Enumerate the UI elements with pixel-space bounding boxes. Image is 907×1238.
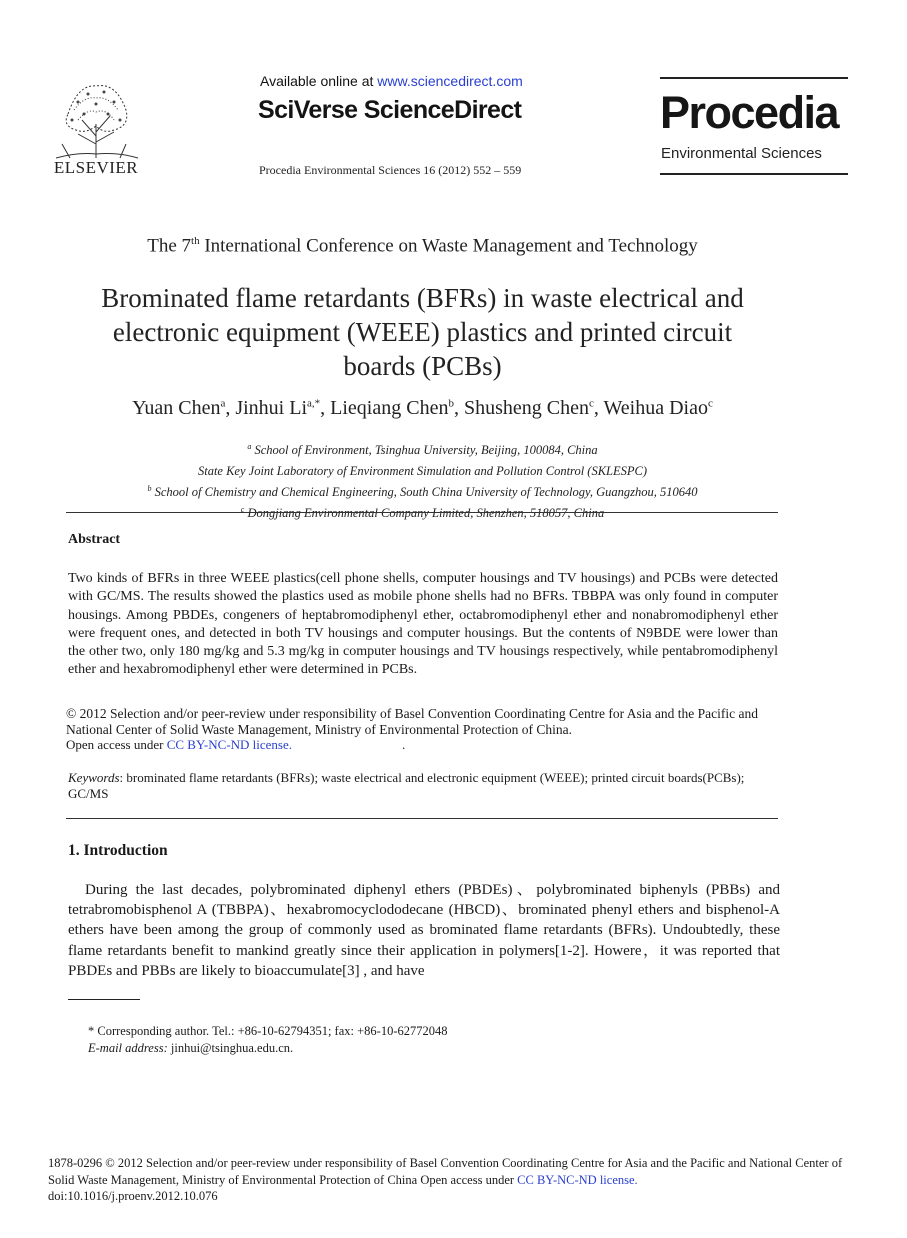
open-access-trail: .: [402, 737, 406, 752]
conference-post: International Conference on Waste Management and Technology: [199, 235, 698, 257]
available-online-prefix: Available online at: [260, 73, 378, 89]
author-list: [0, 397, 845, 420]
author: Jinhui $Li^{a,*}$,: [235, 397, 331, 419]
keywords-text: : brominated flame retardants (BFRs); waste electrical and electronic equipment (WEEE); printed circuit boards(PCBs); GC/MS: [68, 770, 745, 801]
sciencedirect-link[interactable]: www.sciencedirect.com: [377, 73, 523, 89]
corresponding-author-footnote: * Corresponding author. Tel.: +86-10-62794351; fax: +86-10-62772048: [88, 1024, 448, 1038]
author: Lieqiang Chen$^b$,: [330, 397, 464, 419]
available-online: [260, 73, 523, 89]
journal-logo-title: Procedia: [660, 87, 839, 138]
conference-sup: th: [191, 235, 200, 247]
section-rule: [66, 512, 778, 513]
intro-body: During the last decades, polybrominated diphenyl ethers (PBDEs)、polybrominated biphenyls (PBBs) and tetrabromobisphenol A (TBBPA)、hexabromocyclododecane (HBCD)、brominated phenyl ethers and bisphenol-A ethers have been among the group of commonly used as brominated flame retardants (BFRs). Undoubtedly, these flame retardants benefit to mankind greatly since their application in polymers[1-2]. Howere，it was reported that PBDEs and PBBs are likely to bioaccumulate[3] , and have: [68, 882, 780, 979]
author: Yuan Chen$^a$,: [132, 397, 236, 419]
intro-heading: 1. Introduction: [68, 842, 168, 859]
abstract-body: Two kinds of BFRs in three WEEE plastics(cell phone shells, computer housings and TV housings) and PCBs were detected with GC/MS. The results showed the plastics used as mobile phone shells had no BFRs. TBBPA was only found in computer housings. Among PBDEs, congeners of heptabromodiphenyl ether, octabromodiphenyl ether and nonabromodiphenyl ether were frequent ones, and detected in both TV housings and computer housings. But the contents of N9BDE were lower than the other two, only 180 mg/kg and 5.3 mg/kg in computer housings and TV housings respectively, while pentabromodiphenyl ether and hexabromodiphenyl ether were determined in PCBs.: [68, 571, 778, 678]
keywords: [68, 770, 783, 802]
open-access-line: [66, 737, 405, 753]
email-address: jinhui@tsinghua.edu.cn.: [167, 1041, 294, 1055]
author: Shusheng Chen$^c$,: [463, 397, 604, 419]
affiliation: State Key Joint Laboratory of Environment Simulation and Pollution Control (SKLESPC): [197, 464, 648, 479]
conference-name: [0, 235, 845, 257]
license-link[interactable]: CC BY-NC-ND license.: [166, 737, 293, 752]
doi: doi:10.1016/j.proenv.2012.10.076: [48, 1189, 218, 1203]
procedia-top-rule: [660, 77, 848, 79]
affiliations: [0, 438, 845, 523]
bottom-open-access-prefix: Open access under: [417, 1172, 518, 1187]
section-rule: [66, 818, 778, 819]
open-access-prefix: Open access under: [66, 737, 167, 752]
conference-pre: The 7: [147, 235, 192, 257]
affiliation: $^c$ Dongjiang Environmental Company Limited, Shenzhen, 518057, China: [240, 505, 605, 521]
procedia-bottom-rule: [660, 173, 848, 175]
author: Weihua Diao$^c$: [603, 397, 713, 419]
footnote-rule: [68, 999, 140, 1000]
affiliation: $^a$ School of Environment, Tsinghua University, Beijing, 100084, China: [247, 442, 598, 458]
bottom-notice: [48, 1155, 848, 1205]
platform-logo: SciVerse ScienceDirect: [258, 96, 522, 124]
paper-title: Brominated flame retardants (BFRs) in waste electrical and electronic equipment (WEEE) plastics and printed circuit boards (PCBs): [101, 283, 744, 381]
email-footnote: [88, 1041, 293, 1056]
issn-copyright: 1878-0296 © 2012 Selection and/or peer-review under responsibility of Basel Convention Coordinating Centre for Asia and the Pacific and National Center of Solid Waste Management, Ministry of Environmental Protection of China: [48, 1156, 843, 1187]
journal-reference: Procedia Environmental Sciences 16 (2012) 552 – 559: [259, 163, 522, 177]
copyright-notice: © 2012 Selection and/or peer-review under responsibility of Basel Convention Coordinating Centre for Asia and the Pacific and National Center of Solid Waste Management, Ministry of Environmental Protection of China.: [66, 706, 758, 737]
bottom-license-link[interactable]: CC BY-NC-ND license.: [517, 1172, 638, 1187]
keywords-label: Keywords: [68, 770, 120, 785]
email-label: E-mail address:: [88, 1041, 168, 1055]
journal-logo-subtitle: Environmental Sciences: [661, 145, 822, 162]
affiliation: $^b$ School of Chemistry and Chemical Engineering, South China University of Technology, Guangzhou, 510640: [147, 484, 698, 500]
abstract-heading: Abstract: [68, 532, 121, 547]
publisher-name: ELSEVIER: [53, 158, 139, 177]
